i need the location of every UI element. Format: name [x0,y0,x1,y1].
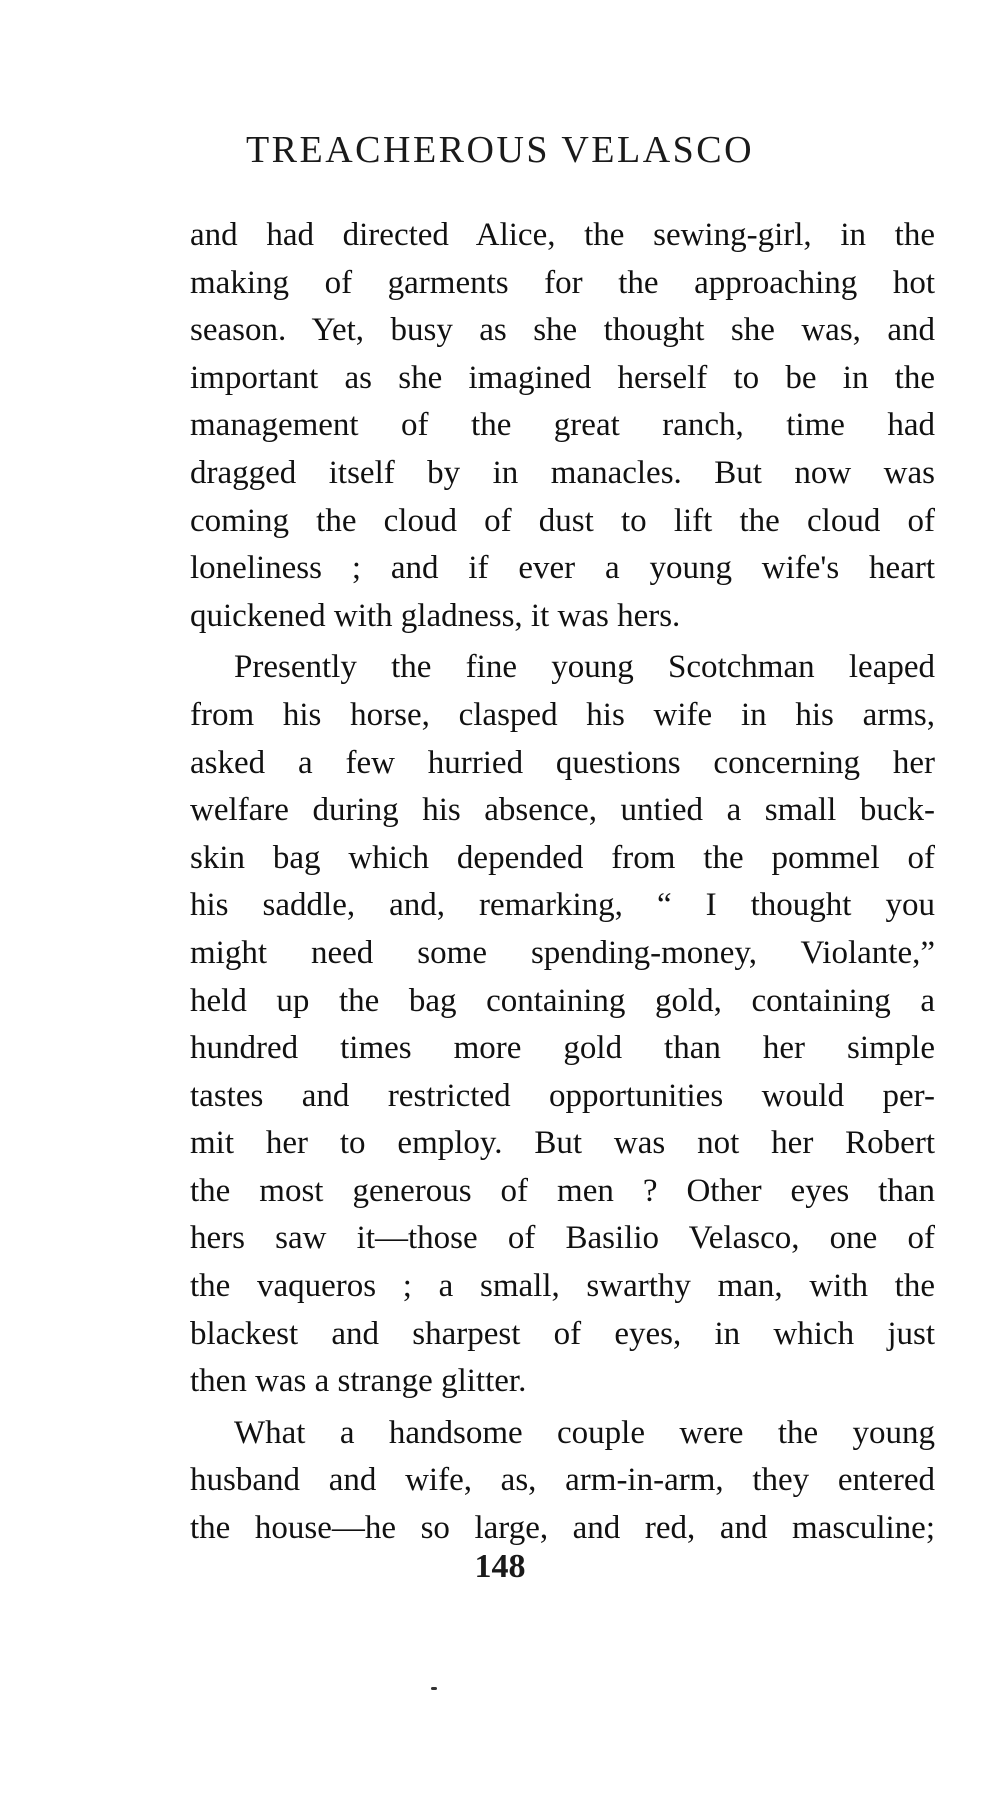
text-line: hers saw it—those of Basilio Velasco, one of [190,1220,935,1257]
text-line: What a handsome couple were the young [234,1414,935,1451]
text-line: the house—he so large, and red, and masculine; [190,1510,935,1547]
ink-speck [431,1687,437,1690]
text-line: from his horse, clasped his wife in his arms, [190,696,935,733]
text-line: his saddle, and, remarking, “ I thought you [190,887,935,924]
paragraph-2 [190,644,935,1406]
text-line: tastes and restricted opportunities would per- [190,1077,935,1114]
text-line: hundred times more gold than her simple [190,1030,935,1067]
paragraph-3 [190,1410,935,1553]
text-line: dragged itself by in manacles. But now was [190,454,935,491]
text-line: and had directed Alice, the sewing-girl, in the [190,217,935,253]
text-line: then was a strange glitter. [190,1363,527,1400]
text-line: might need some spending-money, Violante,” [190,934,935,971]
body-text [190,212,935,1555]
running-head: TREACHEROUS VELASCO [245,129,755,171]
text-line: blackest and sharpest of eyes, in which just [190,1315,935,1352]
text-line: husband and wife, as, arm-in-arm, they entered [190,1462,935,1499]
text-line: making of garments for the approaching hot [190,264,935,301]
text-line: important as she imagined herself to be in the [190,359,935,396]
text-line: management of the great ranch, time had [190,407,935,444]
text-line: welfare during his absence, untied a small buck- [190,792,935,829]
text-line: asked a few hurried questions concerning her [190,744,935,781]
text-line: Presently the fine young Scotchman leaped [234,649,935,686]
text-line: mit her to employ. But was not her Robert [190,1125,935,1162]
text-line: loneliness ; and if ever a young wife's heart [190,550,935,587]
text-line: quickened with gladness, it was hers. [190,597,681,634]
page-number: 148 [474,1548,526,1585]
text-line: the most generous of men ? Other eyes than [190,1172,935,1209]
paragraph-1 [190,212,935,640]
text-line: held up the bag containing gold, containing a [190,982,935,1019]
text-line: season. Yet, busy as she thought she was, and [190,312,935,349]
text-line: skin bag which depended from the pommel of [190,839,935,876]
text-line: coming the cloud of dust to lift the cloud of [190,502,935,539]
text-line: the vaqueros ; a small, swarthy man, with the [190,1268,935,1305]
